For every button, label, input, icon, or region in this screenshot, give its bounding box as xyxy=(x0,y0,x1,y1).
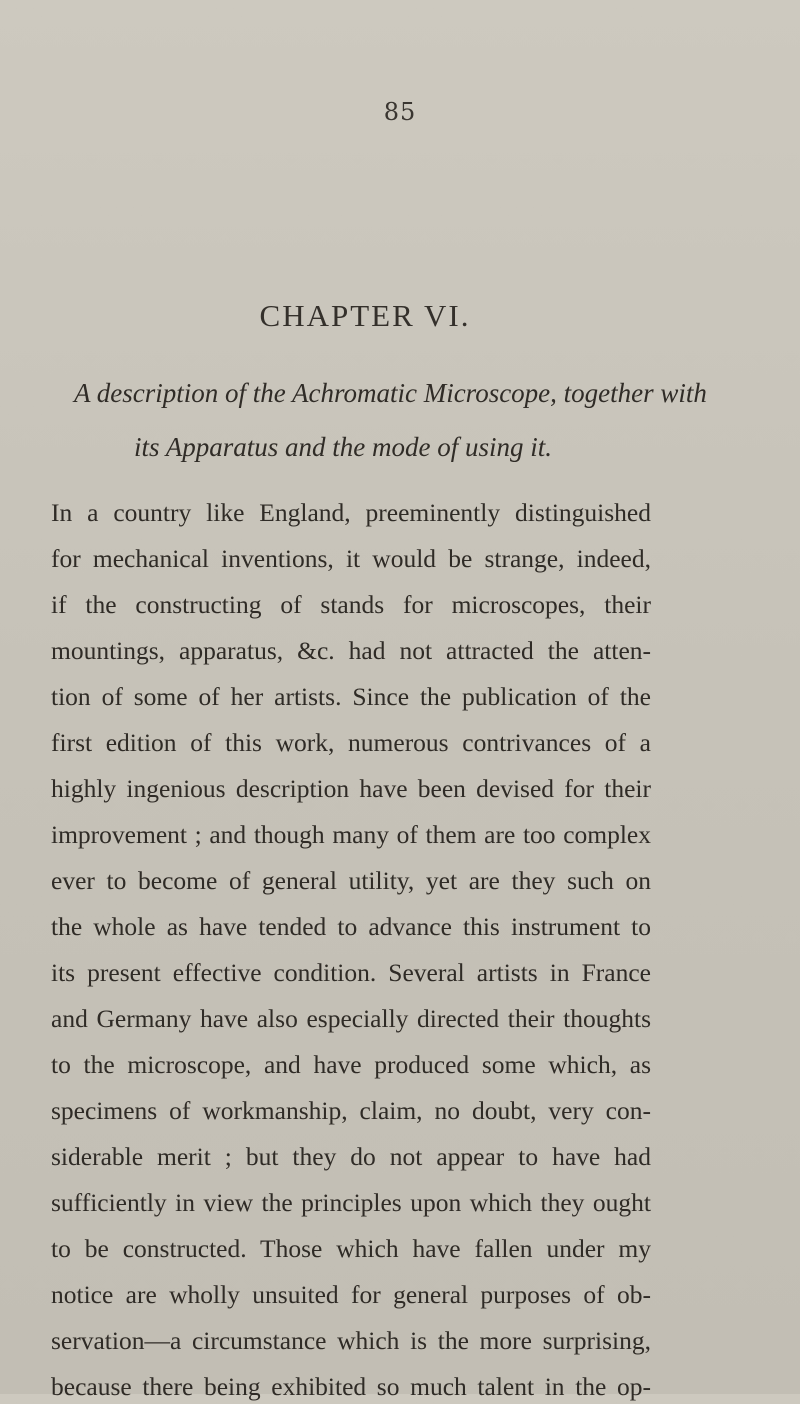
body-line: siderable merit ; but they do not appear to have had xyxy=(51,1142,651,1171)
body-line: first edition of this work, numerous contrivances of a xyxy=(51,728,651,757)
body-line: because there being exhibited so much talent in the op- xyxy=(51,1372,651,1401)
body-line: improvement ; and though many of them are too complex xyxy=(51,820,651,849)
body-line: to the microscope, and have produced some which, as xyxy=(51,1050,651,1079)
chapter-title: CHAPTER VI. xyxy=(259,298,471,333)
body-line: sufficiently in view the principles upon which they ought xyxy=(51,1188,651,1217)
body-line: ever to become of general utility, yet are they such on xyxy=(51,866,651,895)
body-line: if the constructing of stands for microscopes, their xyxy=(51,590,651,619)
body-line: tion of some of her artists. Since the publication of the xyxy=(51,682,651,711)
body-line: servation—a circumstance which is the more surprising, xyxy=(51,1326,651,1355)
body-line: to be constructed. Those which have fallen under my xyxy=(51,1234,651,1263)
body-line: for mechanical inventions, it would be strange, indeed, xyxy=(51,544,651,573)
body-line: mountings, apparatus, &c. had not attracted the atten- xyxy=(51,636,651,665)
body-line: notice are wholly unsuited for general purposes of ob- xyxy=(51,1280,651,1309)
body-line: specimens of workmanship, claim, no doubt, very con- xyxy=(51,1096,651,1125)
body-line: its present effective condition. Several artists in France xyxy=(51,958,651,987)
page-number: 85 xyxy=(383,98,417,126)
body-line: the whole as have tended to advance this instrument to xyxy=(51,912,651,941)
chapter-subtitle-line-2: its Apparatus and the mode of using it. xyxy=(134,432,553,462)
body-line: In a country like England, preeminently distinguished xyxy=(51,498,651,527)
body-line: and Germany have also especially directed their thoughts xyxy=(51,1004,651,1033)
chapter-subtitle-line-1: A description of the Achromatic Microscope, together with xyxy=(74,378,707,408)
body-line: highly ingenious description have been devised for their xyxy=(51,774,651,803)
